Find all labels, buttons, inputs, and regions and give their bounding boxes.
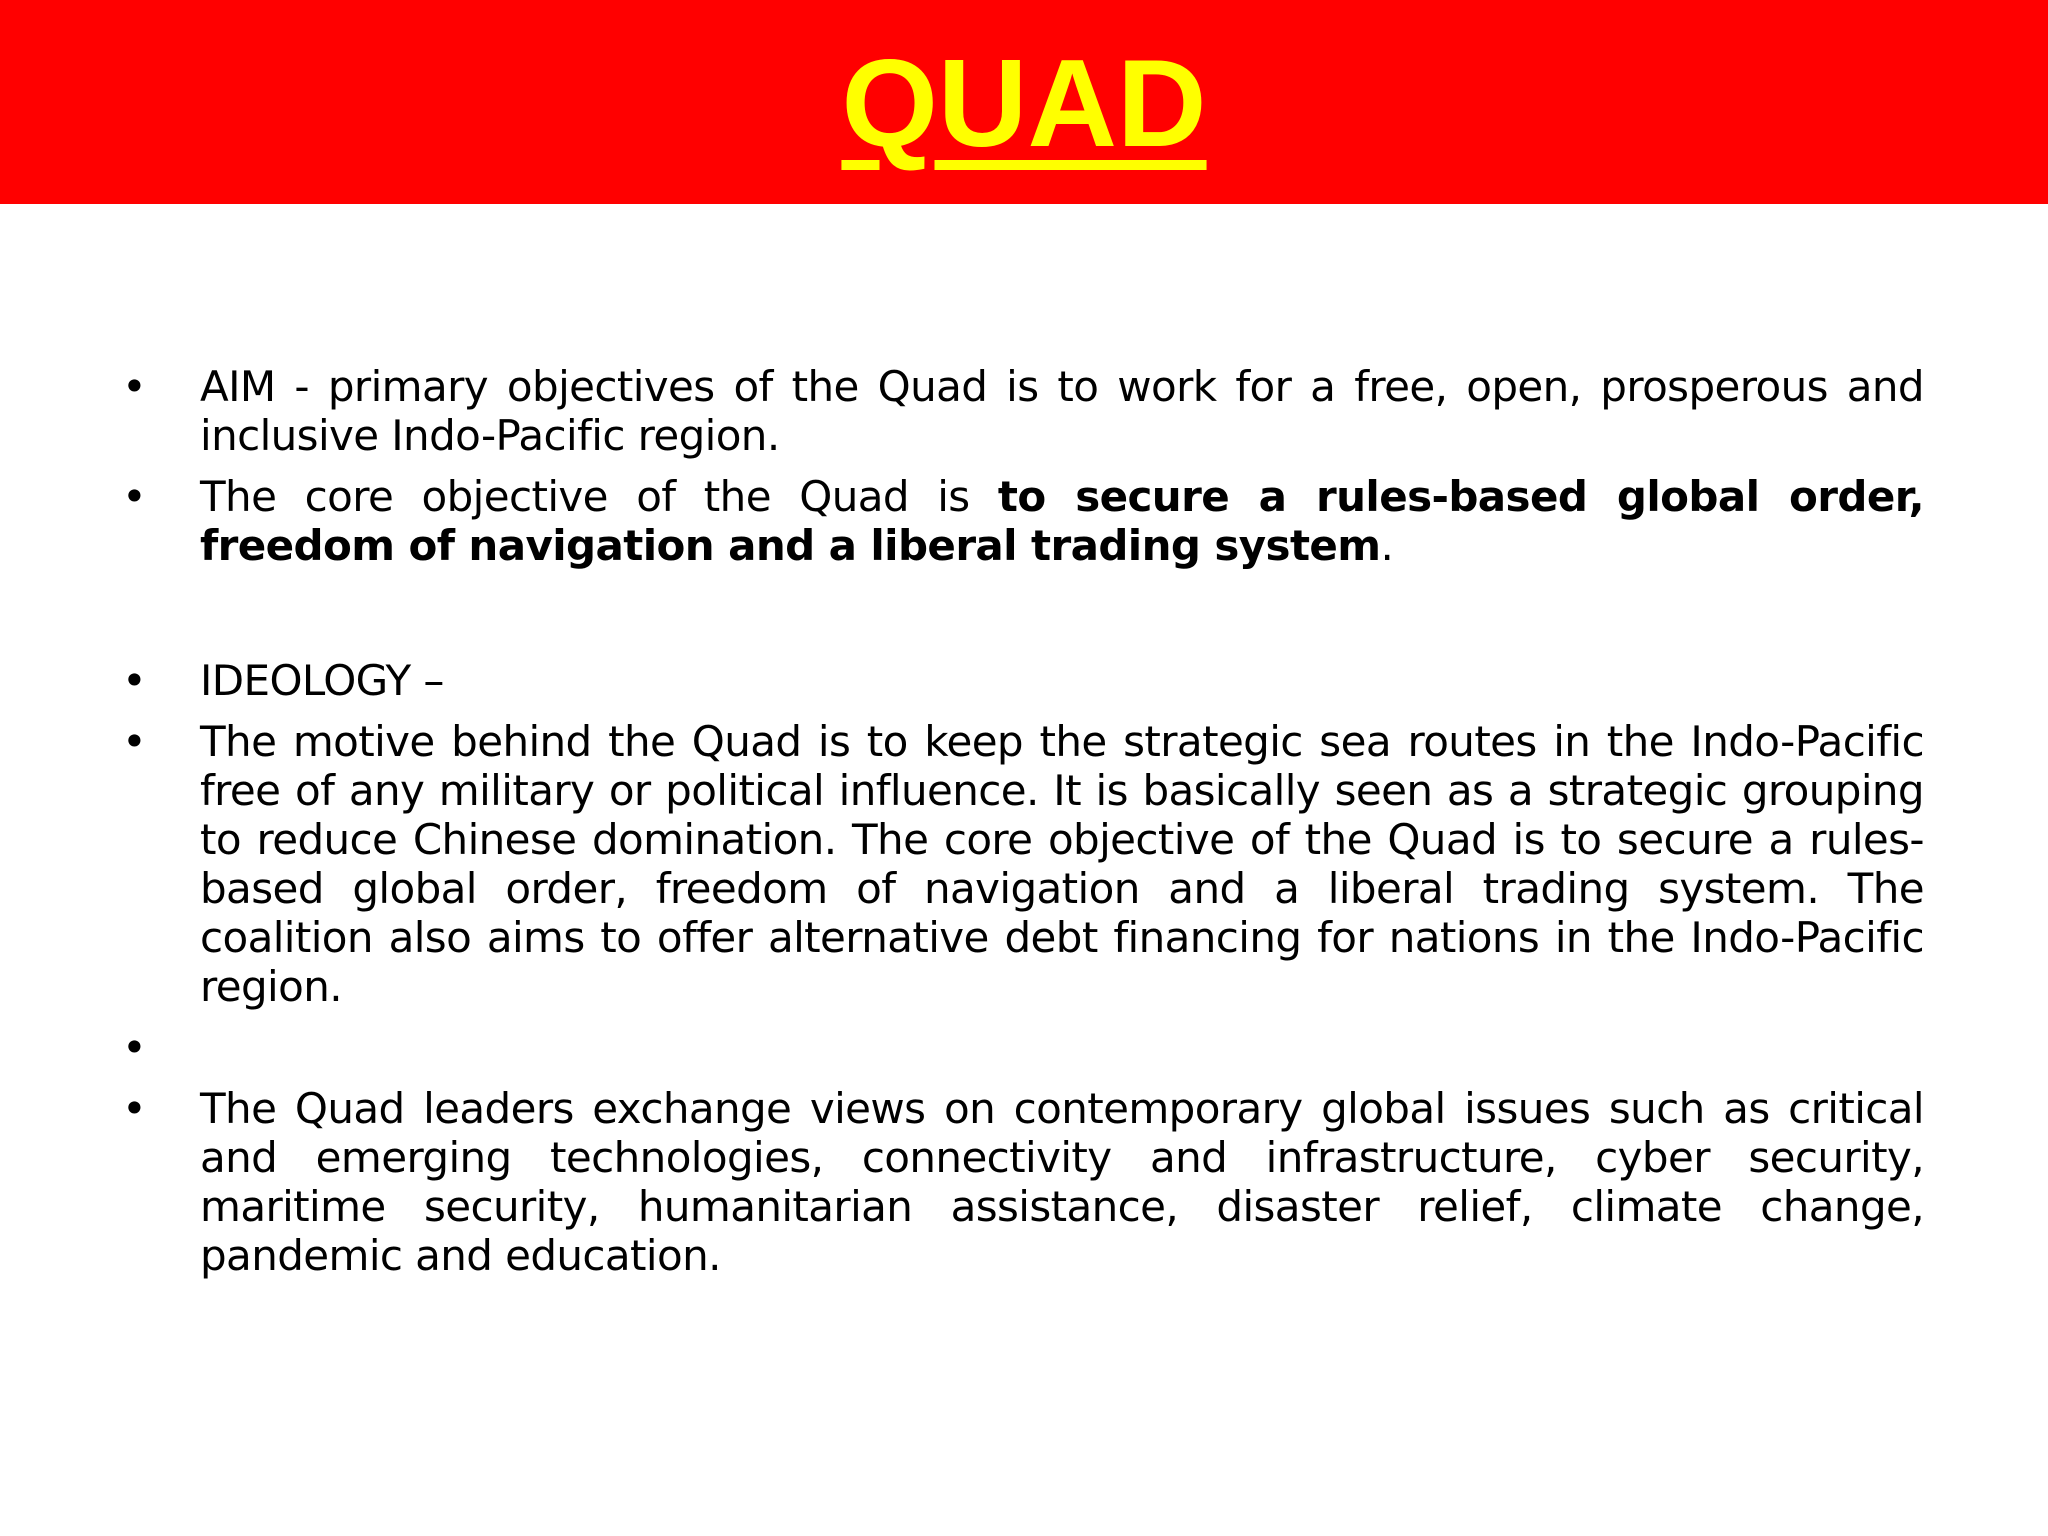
bullet-text-bold: to secure a rules-based global order, freedom of navigation and a liberal trading system — [200, 472, 1924, 570]
bullet-text-plain: The core objective of the Quad is — [200, 472, 998, 521]
bullet-dot: • — [122, 362, 147, 411]
bullet-aim — [116, 362, 1924, 460]
bullet-core-objective — [116, 472, 1924, 570]
bullet-text: The Quad leaders exchange views on contemporary global issues such as critical and emerging technologies, connectivity and infrastructure, cyber security, maritime security, humanitarian assistance, disaster relief, climate change, pandemic and education. — [200, 1084, 1924, 1280]
slide-title: QUAD — [841, 35, 1207, 173]
bullet-dot: • — [122, 656, 147, 705]
bullet-text: IDEOLOGY – — [200, 656, 444, 705]
bullet-dot: • — [122, 1023, 147, 1072]
bullet-list — [116, 362, 1924, 1292]
bullet-motive — [116, 717, 1924, 1011]
bullet-empty — [116, 1023, 1924, 1072]
bullet-text-end: . — [1380, 521, 1394, 570]
bullet-ideology — [116, 656, 1924, 705]
title-banner — [0, 0, 2048, 204]
bullet-text: The motive behind the Quad is to keep the strategic sea routes in the Indo-Pacific free of any military or political influence. It is basically seen as a strategic grouping to reduce Chinese domination. The core objective of the Quad is to secure a rules-based global order, freedom of navigation and a liberal trading system. The coalition also aims to offer alternative debt financing for nations in the Indo-Pacific region. — [200, 717, 1924, 1011]
bullet-text: AIM - primary objectives of the Quad is to work for a free, open, prosperous and inclusive Indo-Pacific region. — [200, 362, 1924, 460]
bullet-leaders — [116, 1084, 1924, 1280]
bullet-dot: • — [122, 1084, 147, 1133]
bullet-dot: • — [122, 717, 147, 766]
bullet-dot: • — [122, 472, 147, 521]
